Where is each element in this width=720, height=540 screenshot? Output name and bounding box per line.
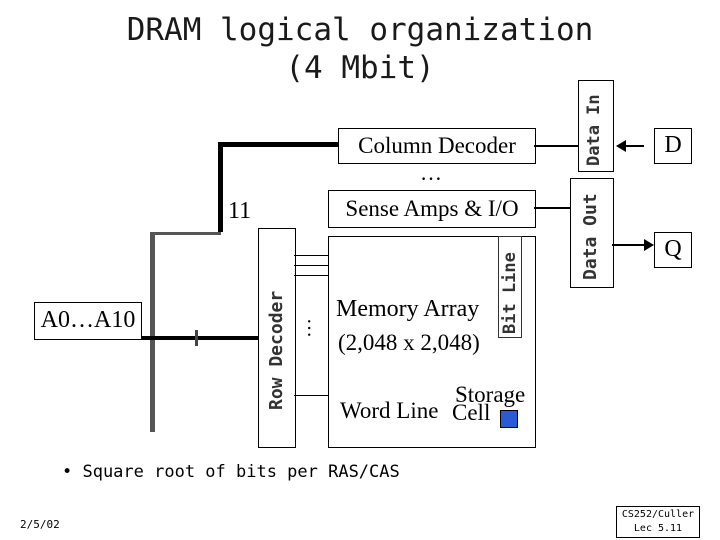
q-box [654,232,692,268]
data-out-line [534,207,570,209]
word-line [294,255,328,256]
sense-amps-label: Sense Amps & I/O [345,196,519,221]
memory-array-label: Memory Array [336,296,480,322]
data-in-label: Data In [584,94,604,166]
memory-array-size: (2,048 x 2,048) [338,330,480,355]
cell-label: Cell [452,400,491,425]
address-label: A0…A10 [40,307,136,333]
bus-tick [195,330,198,346]
row-bits-label: 11 [228,198,252,224]
word-line [294,265,328,266]
footer-date: 2/5/02 [20,518,60,531]
q-label: Q [664,236,682,262]
storage-label: Storage [455,382,526,407]
footer-box [616,506,700,538]
d-arrow-head [616,140,626,152]
row-dots: … [303,318,325,338]
address-bus-top [155,232,221,235]
column-dots: … [420,160,442,185]
q-arrow-shaft [612,244,644,246]
address-box [34,302,142,340]
footer-lecture: Lec 5.11 [633,523,683,534]
data-out-label: Data Out [580,193,601,280]
storage-cell-square [500,410,518,428]
word-line-label: Word Line [340,398,439,423]
word-line [294,395,328,396]
footer-course: CS252/Culler [621,509,695,520]
column-address-bus-vertical [218,142,223,232]
bit-line-label: Bit Line [500,252,520,334]
data-in-line [534,145,578,147]
word-line [294,275,328,276]
row-decoder-label: Row Decoder [266,290,287,410]
d-box [654,128,692,164]
address-bus-vertical [150,232,155,432]
column-decoder-label: Column Decoder [358,133,516,158]
sense-amps-box [328,190,536,228]
column-address-bus [220,142,340,147]
bullet-text: • Square root of bits per RAS/CAS [62,462,400,482]
title-line-2: (4 Mbit) [285,50,435,86]
d-label: D [664,132,682,158]
q-arrow-head [644,239,654,251]
title-line-1: DRAM logical organization [126,12,594,48]
column-decoder-box [338,128,536,164]
